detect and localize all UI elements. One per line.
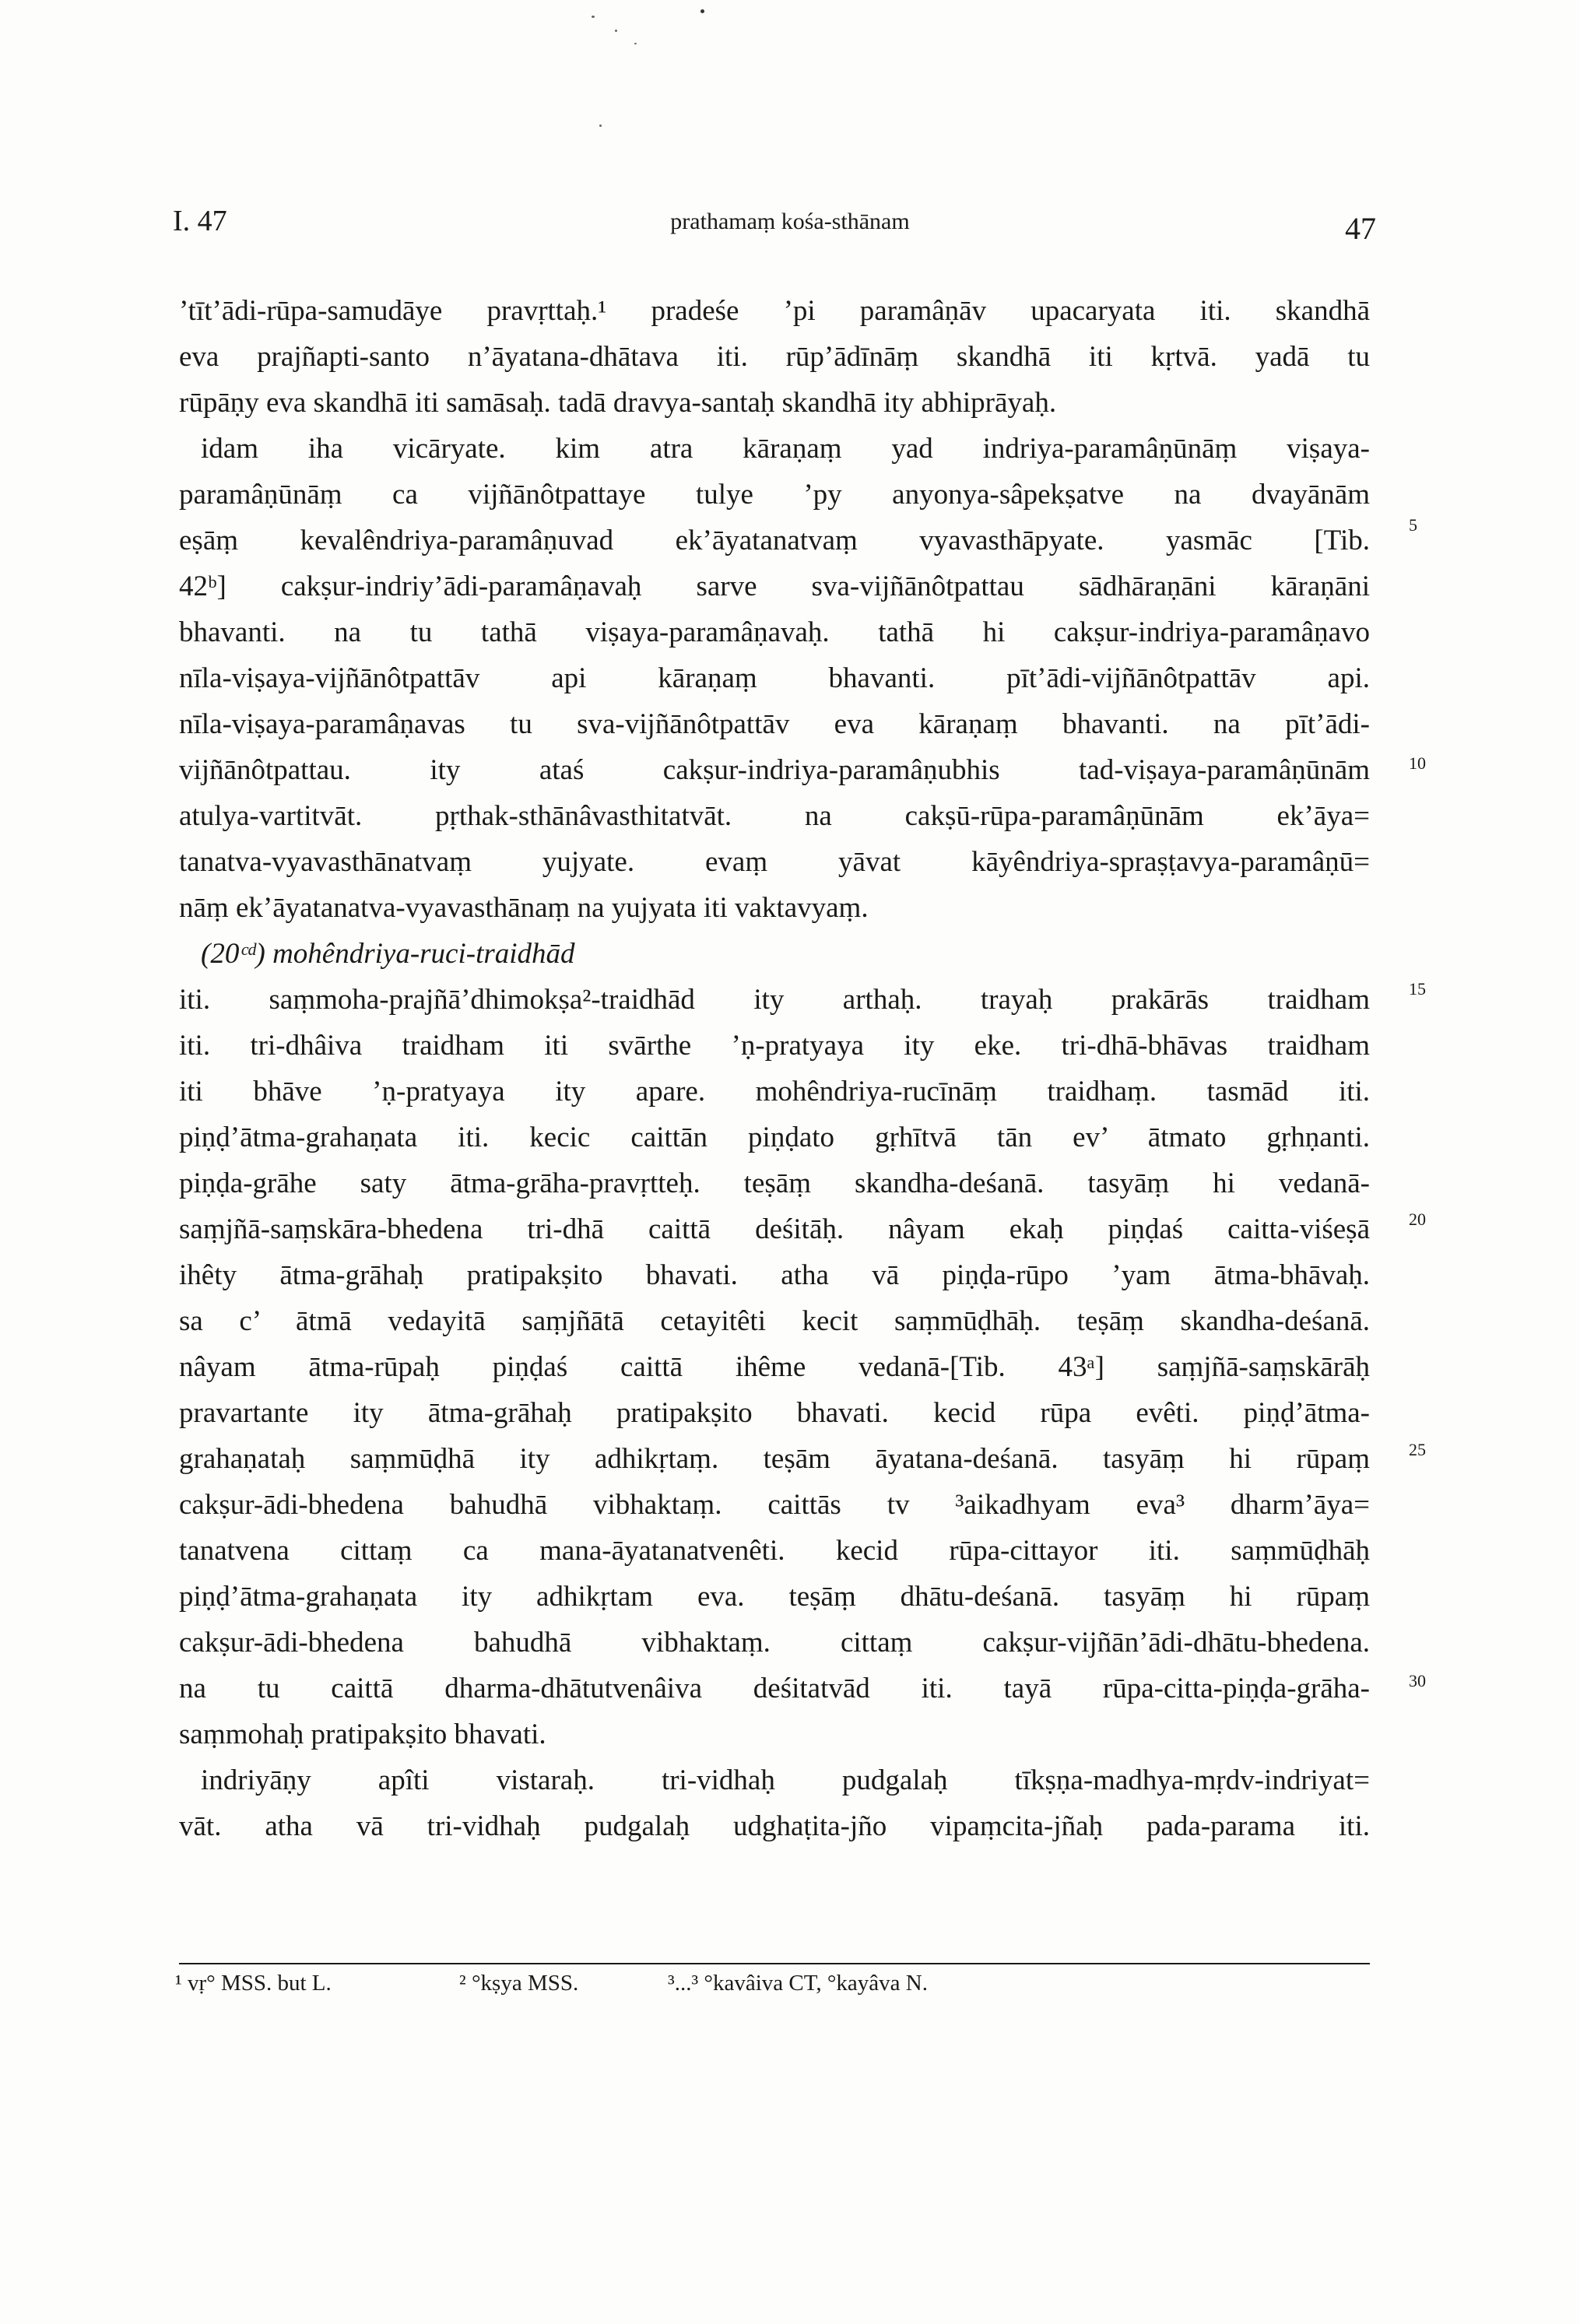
- text-line: piṇḍa-grāhe saty ātma-grāha-pravṛtteḥ. teṣāṃ skandha-deśanā. tasyāṃ hi vedanā-: [179, 1167, 1370, 1199]
- line-number: 15: [1409, 979, 1426, 999]
- footnote: ¹ vṛ° MSS. but L.: [175, 1971, 332, 1996]
- text-line: paramâṇūnāṃ ca vijñānôtpattaye tulye ’py anyonya-sâpekṣatve na dvayānām: [179, 479, 1370, 511]
- text-line: nīla-viṣaya-vijñānôtpattāv api kāraṇaṃ bhavanti. pīt’ādi-vijñānôtpattāv api.: [179, 662, 1370, 694]
- line-number: 10: [1409, 753, 1426, 773]
- verse-line: (20ᶜᵈ) mohêndriya-ruci-traidhād: [201, 938, 575, 970]
- text-line: cakṣur-ādi-bhedena bahudhā vibhaktaṃ. caittās tv ³aikadhyam eva³ dharm’āya=: [179, 1489, 1370, 1521]
- line-number: 25: [1409, 1440, 1426, 1459]
- text-line: eṣāṃ kevalêndriya-paramâṇuvad ek’āyatanatvaṃ vyavasthāpyate. yasmāc [Tib.: [179, 525, 1370, 556]
- text-line: rūpāṇy eva skandhā iti samāsaḥ. tadā dravya-santaḥ skandhā ity abhiprāyaḥ.: [179, 387, 1057, 419]
- footnote-rule: [179, 1963, 1370, 1964]
- text-line: tanatvena cittaṃ ca mana-āyatanatvenêti. kecid rūpa-cittayor iti. saṃmūḍhāḥ: [179, 1535, 1370, 1567]
- text-line: atulya-vartitvāt. pṛthak-sthānâvasthitatvāt. na cakṣū-rūpa-paramâṇūnām ek’āya=: [179, 800, 1370, 832]
- chapter-reference: I. 47: [173, 205, 227, 237]
- line-number: 30: [1409, 1671, 1426, 1690]
- text-line: vāt. atha vā tri-vidhaḥ pudgalaḥ udghaṭita-jño vipaṃcita-jñaḥ pada-parama iti.: [179, 1810, 1370, 1842]
- text-line: bhavanti. na tu tathā viṣaya-paramâṇavaḥ. tathā hi cakṣur-indriya-paramâṇavo: [179, 616, 1370, 648]
- text-line: saṃjñā-saṃskāra-bhedena tri-dhā caittā deśitāḥ. nâyam ekaḥ piṇḍaś caitta-viśeṣā: [179, 1213, 1370, 1245]
- text-line: sa c’ ātmā vedayitā saṃjñātā cetayitêti kecit saṃmūḍhāḥ. teṣāṃ skandha-deśanā.: [179, 1305, 1370, 1337]
- text-line: ’tīt’ādi-rūpa-samudāye pravṛttaḥ.¹ pradeśe ’pi paramâṇāv upacaryata iti. skandhā: [179, 295, 1370, 327]
- text-line: ihêty ātma-grāhaḥ pratipakṣito bhavati. atha vā piṇḍa-rūpo ’yam ātma-bhāvaḥ.: [179, 1259, 1370, 1291]
- text-line: saṃmohaḥ pratipakṣito bhavati.: [179, 1718, 546, 1750]
- text-line: piṇḍ’ātma-grahaṇata iti. kecic caittān piṇḍato gṛhītvā tān ev’ ātmato gṛhṇanti.: [179, 1122, 1370, 1153]
- text-line: na tu caittā dharma-dhātutvenâiva deśitatvād iti. tayā rūpa-citta-piṇḍa-grāha-: [179, 1673, 1370, 1704]
- line-number: 20: [1409, 1209, 1426, 1229]
- text-line: nâyam ātma-rūpaḥ piṇḍaś caittā ihême vedanā-[Tib. 43ᵃ] saṃjñā-saṃskārāḥ: [179, 1351, 1370, 1383]
- text-line: nīla-viṣaya-paramâṇavas tu sva-vijñānôtpattāv eva kāraṇaṃ bhavanti. na pīt’ādi-: [179, 708, 1370, 740]
- text-line: grahaṇataḥ saṃmūḍhā ity adhikṛtaṃ. teṣām āyatana-deśanā. tasyāṃ hi rūpaṃ: [179, 1443, 1370, 1475]
- text-line: vijñānôtpattau. ity ataś cakṣur-indriya-paramâṇubhis tad-viṣaya-paramâṇūnām: [179, 754, 1370, 786]
- text-line: 42ᵇ] cakṣur-indriy’ādi-paramâṇavaḥ sarve sva-vijñānôtpattau sādhāraṇāni kāraṇāni: [179, 570, 1370, 602]
- text-line: pravartante ity ātma-grāhaḥ pratipakṣito bhavati. kecid rūpa evêti. piṇḍ’ātma-: [179, 1397, 1370, 1429]
- line-number: 5: [1409, 515, 1417, 535]
- text-line: eva prajñapti-santo n’āyatana-dhātava iti. rūp’ādīnāṃ skandhā iti kṛtvā. yadā tu: [179, 341, 1370, 373]
- running-head: prathamaṃ kośa-sthānam: [670, 209, 910, 234]
- text-line: iti. tri-dhâiva traidham iti svārthe ’ṇ-pratyaya ity eke. tri-dhā-bhāvas traidham: [179, 1030, 1370, 1062]
- text-line: iti. saṃmoha-prajñā’dhimokṣa²-traidhād ity arthaḥ. trayaḥ prakārās traidham: [179, 984, 1370, 1016]
- text-line: tanatva-vyavasthānatvaṃ yujyate. evaṃ yāvat kāyêndriya-spraṣṭavya-paramâṇū=: [179, 846, 1370, 878]
- footnote: ² °kṣya MSS.: [459, 1971, 579, 1996]
- page-number: 47: [1345, 211, 1376, 246]
- text-line: piṇḍ’ātma-grahaṇata ity adhikṛtam eva. teṣāṃ dhātu-deśanā. tasyāṃ hi rūpaṃ: [179, 1581, 1370, 1613]
- text-line: iti bhāve ’ṇ-pratyaya ity apare. mohêndriya-rucīnāṃ traidhaṃ. tasmād iti.: [179, 1076, 1370, 1108]
- footnote: ³...³ °kavâiva CT, °kayâva N.: [668, 1971, 928, 1996]
- text-line: idam iha vicāryate. kim atra kāraṇaṃ yad indriya-paramâṇūnāṃ viṣaya-: [201, 433, 1370, 465]
- text-line: indriyāṇy apîti vistaraḥ. tri-vidhaḥ pudgalaḥ tīkṣṇa-madhya-mṛdv-indriyat=: [201, 1764, 1370, 1796]
- text-line: nāṃ ek’āyatanatva-vyavasthānaṃ na yujyata iti vaktavyaṃ.: [179, 892, 869, 924]
- text-line: cakṣur-ādi-bhedena bahudhā vibhaktaṃ. cittaṃ cakṣur-vijñān’ādi-dhātu-bhedena.: [179, 1627, 1370, 1659]
